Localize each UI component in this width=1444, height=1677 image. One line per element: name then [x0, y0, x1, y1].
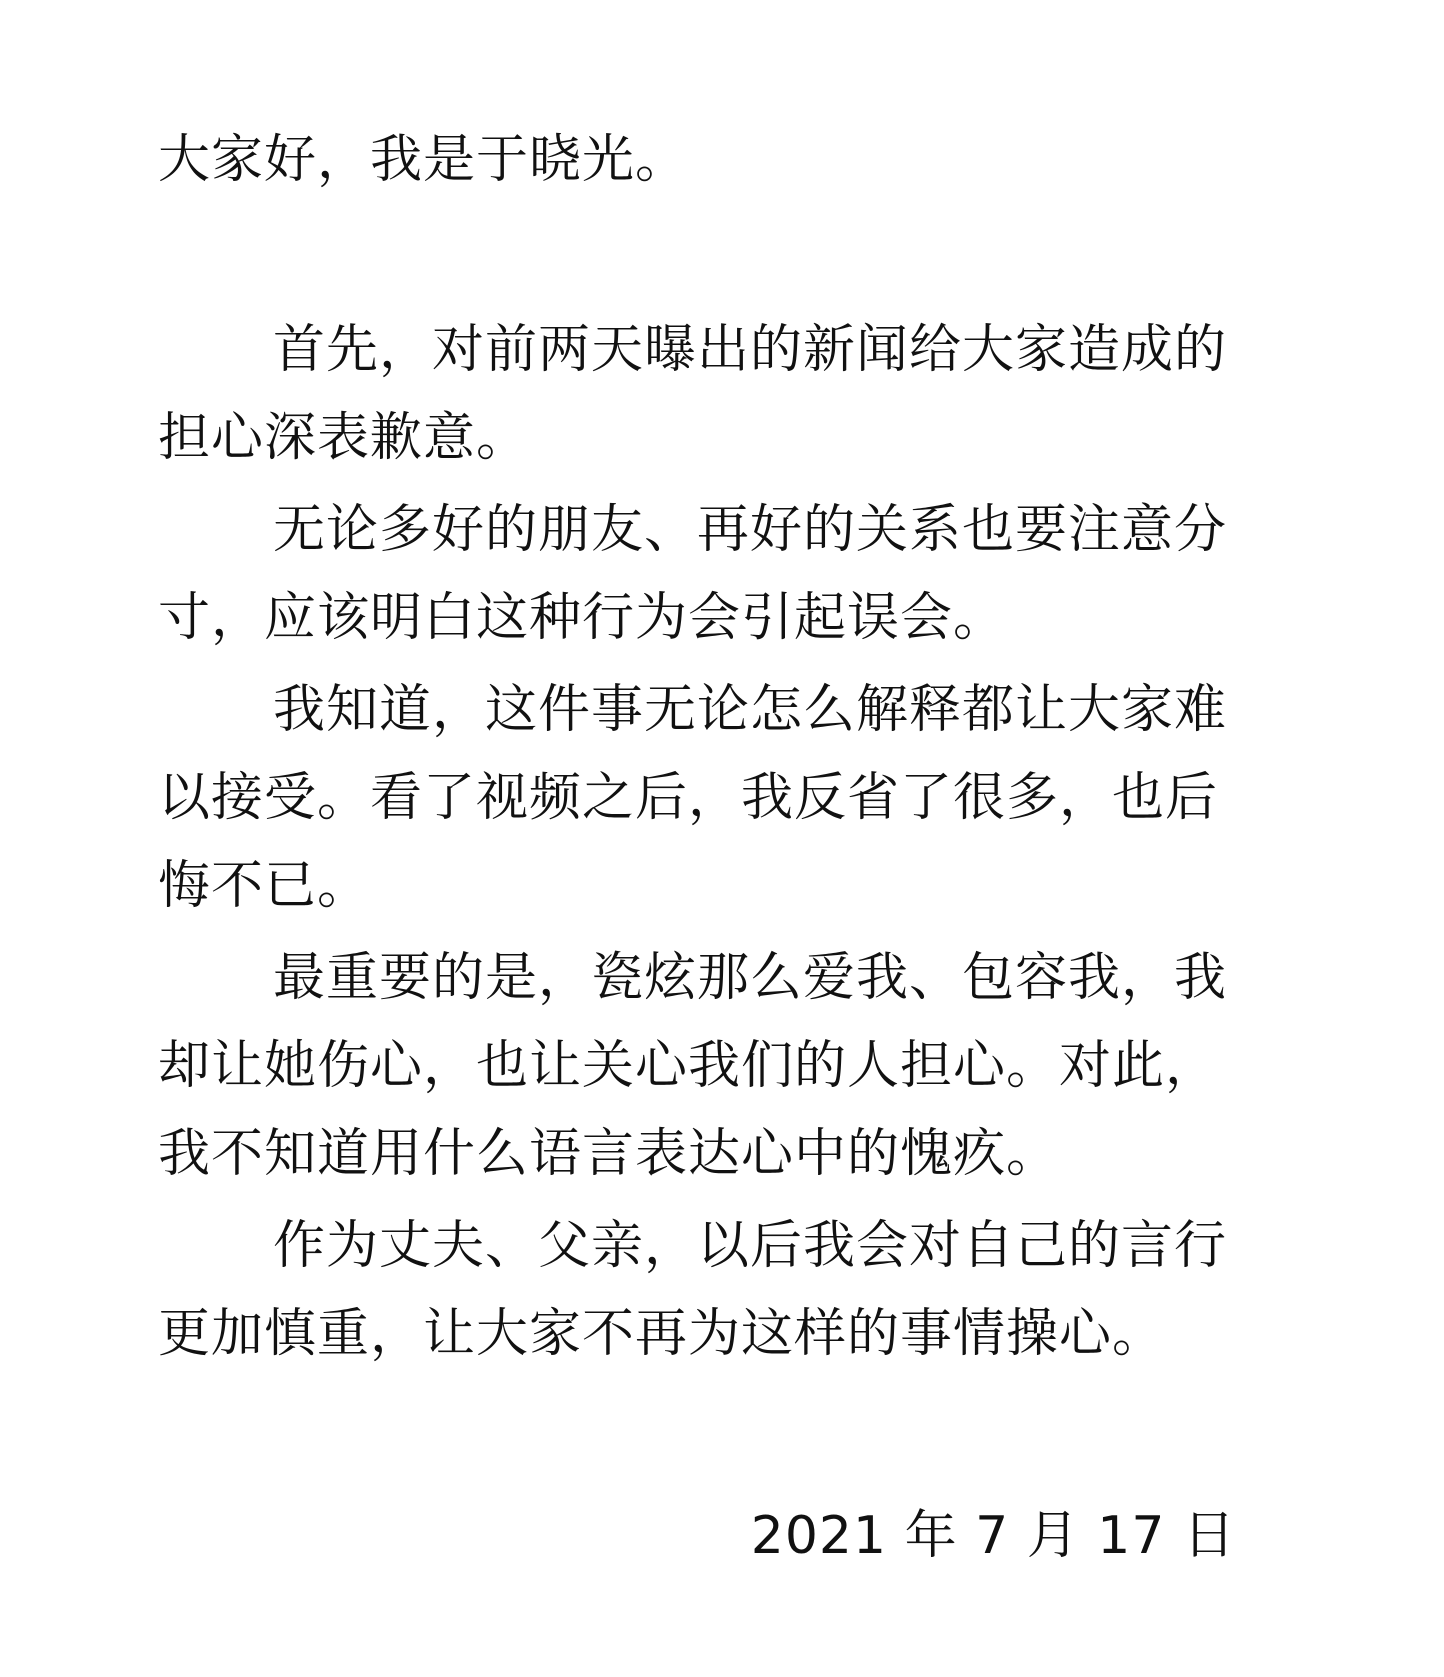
paragraph-boundaries: 无论多好的朋友、再好的关系也要注意分寸，应该明白这种行为会引起误会。 [158, 500, 1228, 648]
statement-date: 2021 年 7 月 17 日 [750, 1506, 1236, 1566]
paragraph-apology: 首先，对前两天曝出的新闻给大家造成的担心深表歉意。 [158, 320, 1228, 468]
paragraph-reflection: 我知道，这件事无论怎么解释都让大家难以接受。看了视频之后，我反省了很多，也后悔不已。 [158, 680, 1228, 916]
paragraph-wife: 最重要的是，瓷炫那么爱我、包容我，我却让她伤心，也让关心我们的人担心。对此，我不知道用什么语言表达心中的愧疚。 [158, 948, 1228, 1184]
statement-body [158, 116, 1238, 1378]
greeting-line: 大家好，我是于晓光。 [158, 130, 689, 190]
paragraph-promise: 作为丈夫、父亲，以后我会对自己的言行更加慎重，让大家不再为这样的事情操心。 [158, 1216, 1228, 1364]
